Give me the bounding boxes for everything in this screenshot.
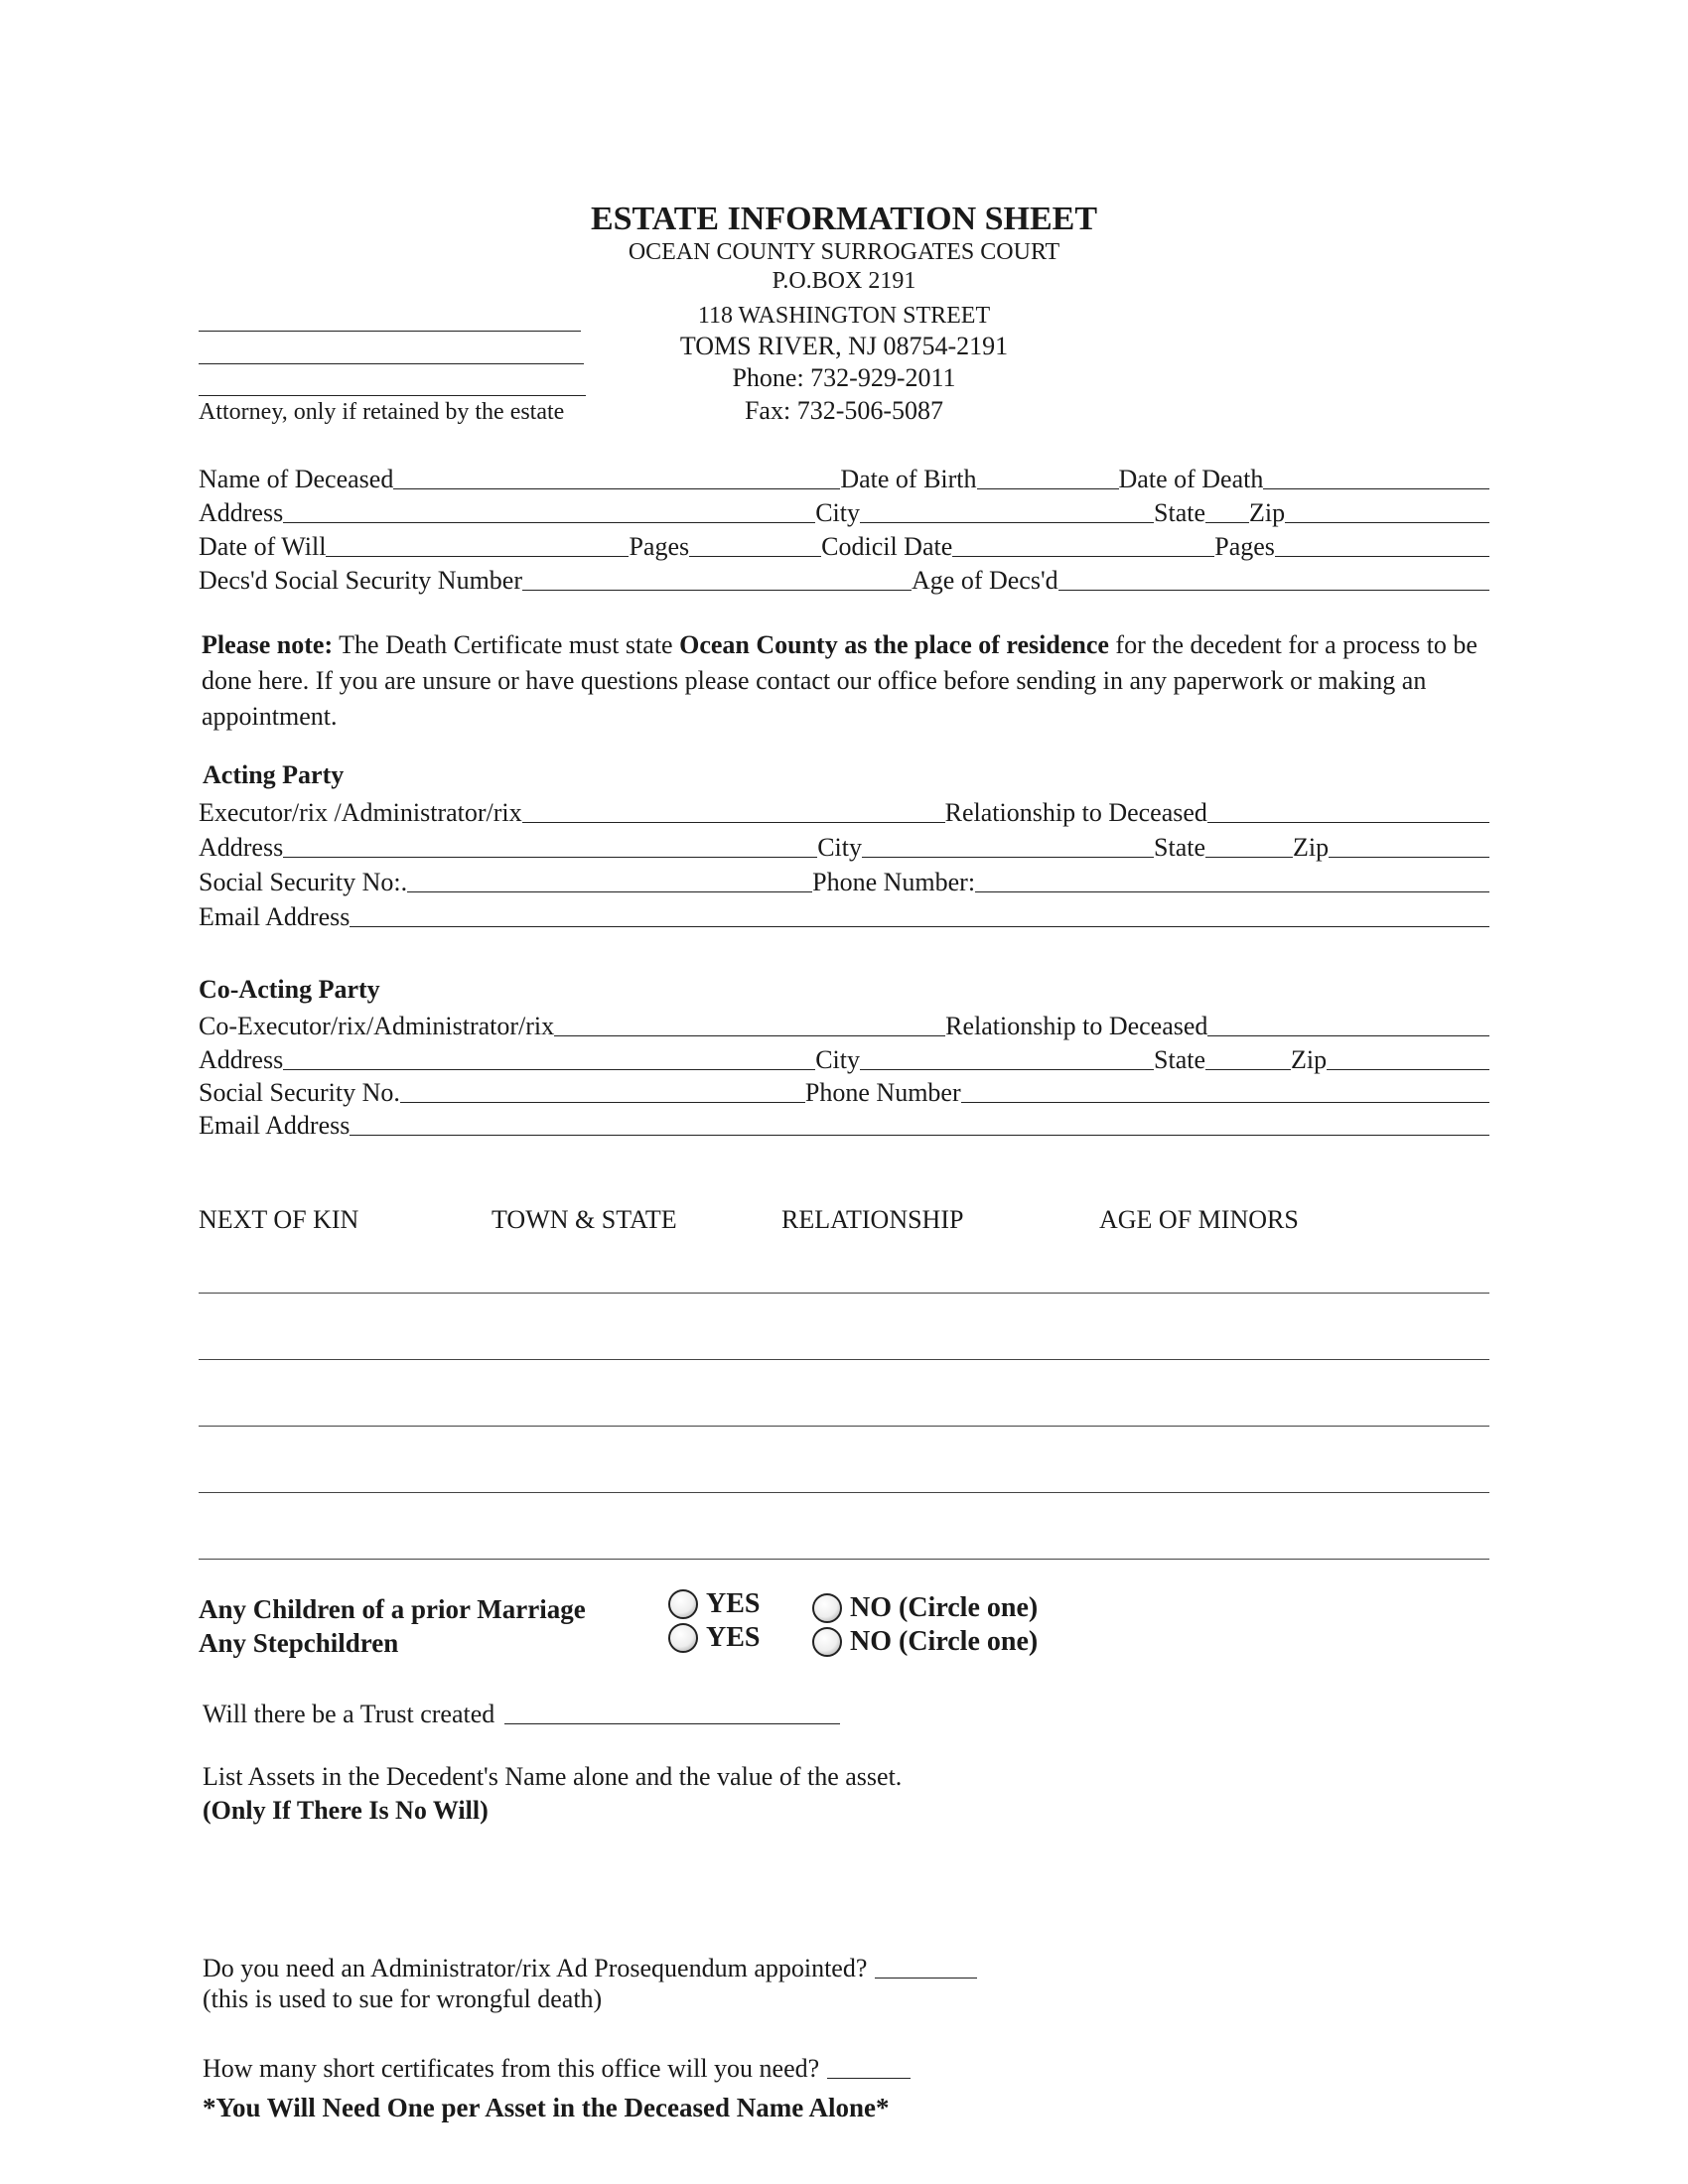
radio-circle-icon[interactable]: [668, 1623, 698, 1653]
kin-entry-line-2[interactable]: [199, 1359, 1489, 1360]
relationship-label: Relationship to Deceased: [944, 798, 1207, 827]
co-ssn-field[interactable]: [400, 1102, 805, 1103]
relationship-field[interactable]: [1207, 822, 1489, 823]
no-label: NO (Circle one): [850, 1626, 1039, 1657]
acting-city-field[interactable]: [862, 857, 1154, 858]
deceased-age-field[interactable]: [1058, 590, 1489, 591]
radio-circle-icon[interactable]: [812, 1593, 842, 1623]
deceased-ssn-field[interactable]: [522, 590, 912, 591]
note-lead: Please note:: [202, 630, 334, 659]
assets-instruction: List Assets in the Decedent's Name alone and the value of the asset.: [203, 1762, 903, 1791]
stepchildren-yes-option[interactable]: [668, 1622, 760, 1654]
deceased-row-1: [199, 463, 1489, 492]
co-city-field[interactable]: [860, 1069, 1154, 1070]
acting-row-1: [199, 796, 1489, 826]
deceased-name-field[interactable]: [393, 488, 840, 489]
city-state-zip: TOMS RIVER, NJ 08754-2191: [679, 332, 1009, 360]
acting-ssn-field[interactable]: [407, 891, 812, 892]
co-phone-field[interactable]: [961, 1102, 1489, 1103]
yes-label: YES: [706, 1588, 761, 1619]
kin-entry-line-1[interactable]: [199, 1293, 1489, 1294]
co-email-label: Email Address: [199, 1111, 351, 1140]
codicil-pages-field[interactable]: [1275, 556, 1489, 557]
po-box: P.O.BOX 2191: [772, 268, 916, 294]
acting-city-label: City: [817, 833, 863, 862]
will-pages-label: Pages: [629, 532, 690, 561]
deceased-city-label: City: [815, 498, 861, 527]
co-acting-row-4: [199, 1109, 1489, 1139]
co-zip-field[interactable]: [1327, 1069, 1489, 1070]
attorney-line-2[interactable]: [199, 363, 584, 364]
deceased-row-3: [199, 530, 1489, 560]
kin-entry-line-5[interactable]: [199, 1559, 1489, 1560]
deceased-name-label: Name of Deceased: [199, 465, 394, 493]
kin-col-age: AGE OF MINORS: [1099, 1205, 1299, 1234]
co-email-field[interactable]: [350, 1135, 1489, 1136]
co-address-label: Address: [199, 1045, 284, 1074]
acting-phone-field[interactable]: [975, 891, 1489, 892]
fax-number: Fax: 732-506-5087: [744, 396, 944, 425]
attorney-line-3[interactable]: [199, 395, 586, 396]
stepchildren-no-option[interactable]: [812, 1626, 1038, 1658]
admin-row: [203, 1952, 1096, 1981]
co-relationship-field[interactable]: [1207, 1035, 1489, 1036]
court-name: OCEAN COUNTY SURROGATES COURT: [628, 239, 1060, 265]
note-text-1: The Death Certificate must state: [333, 630, 680, 659]
no-label: NO (Circle one): [850, 1592, 1039, 1623]
note-bold: Ocean County as the place of residence: [679, 630, 1109, 659]
co-state-field[interactable]: [1205, 1069, 1291, 1070]
yes-label: YES: [706, 1622, 761, 1653]
deceased-zip-field[interactable]: [1285, 522, 1489, 523]
acting-row-4: [199, 900, 1489, 930]
radio-circle-icon[interactable]: [668, 1589, 698, 1619]
kin-entry-line-4[interactable]: [199, 1492, 1489, 1493]
death-date-field[interactable]: [1263, 488, 1489, 489]
stepchildren-label: Any Stepchildren: [199, 1628, 399, 1658]
certificates-answer-field[interactable]: [827, 2078, 911, 2079]
acting-row-2: [199, 831, 1489, 861]
acting-state-field[interactable]: [1205, 857, 1293, 858]
admin-question: Do you need an Administrator/rix Ad Prosequendum appointed?: [203, 1954, 868, 1982]
acting-phone-label: Phone Number:: [812, 868, 976, 896]
executor-label: Executor/rix /Administrator/rix: [199, 798, 522, 827]
admin-note: (this is used to sue for wrongful death): [203, 1984, 603, 2013]
form-title: ESTATE INFORMATION SHEET: [590, 201, 1098, 237]
codicil-date-label: Codicil Date: [821, 532, 953, 561]
co-state-label: State: [1154, 1045, 1206, 1074]
will-pages-field[interactable]: [689, 556, 821, 557]
deceased-address-field[interactable]: [283, 522, 815, 523]
acting-zip-field[interactable]: [1329, 857, 1489, 858]
acting-ssn-label: Social Security No:.: [199, 868, 408, 896]
acting-address-label: Address: [199, 833, 284, 862]
deceased-zip-label: Zip: [1249, 498, 1286, 527]
acting-zip-label: Zip: [1293, 833, 1330, 862]
trust-label: Will there be a Trust created: [203, 1700, 495, 1728]
codicil-date-field[interactable]: [952, 556, 1214, 557]
birth-date-label: Date of Birth: [840, 465, 977, 493]
co-acting-party-heading: Co-Acting Party: [199, 975, 380, 1004]
acting-email-field[interactable]: [350, 926, 1489, 927]
radio-circle-icon[interactable]: [812, 1627, 842, 1657]
children-yes-option[interactable]: [668, 1588, 760, 1620]
kin-entry-line-3[interactable]: [199, 1426, 1489, 1427]
will-date-label: Date of Will: [199, 532, 327, 561]
co-city-label: City: [815, 1045, 861, 1074]
certificates-note: *You Will Need One per Asset in the Deceased Name Alone*: [203, 2093, 890, 2122]
phone-number: Phone: 732-929-2011: [732, 363, 956, 392]
children-no-option[interactable]: [812, 1592, 1038, 1624]
deceased-age-label: Age of Decs'd: [912, 566, 1058, 595]
kin-col-town: TOWN & STATE: [492, 1205, 677, 1234]
co-relationship-label: Relationship to Deceased: [945, 1012, 1208, 1040]
deceased-ssn-label: Decs'd Social Security Number: [199, 566, 522, 595]
kin-col-name: NEXT OF KIN: [199, 1205, 359, 1234]
trust-field[interactable]: [504, 1723, 840, 1724]
co-executor-field[interactable]: [554, 1035, 945, 1036]
deceased-state-field[interactable]: [1205, 522, 1249, 523]
acting-row-3: [199, 866, 1489, 895]
deceased-address-label: Address: [199, 498, 284, 527]
co-zip-label: Zip: [1291, 1045, 1328, 1074]
assets-condition: (Only If There Is No Will): [203, 1796, 489, 1825]
co-acting-row-1: [199, 1010, 1489, 1039]
certificates-row: [203, 2052, 1096, 2082]
attorney-line-1[interactable]: [199, 331, 581, 332]
acting-party-heading: Acting Party: [203, 760, 345, 789]
birth-date-field[interactable]: [977, 488, 1119, 489]
will-date-field[interactable]: [326, 556, 629, 557]
co-address-field[interactable]: [283, 1069, 815, 1070]
co-ssn-label: Social Security No.: [199, 1078, 400, 1107]
executor-field[interactable]: [522, 822, 945, 823]
co-acting-row-2: [199, 1043, 1489, 1073]
trust-row: [203, 1698, 898, 1727]
note-text-2: for the decedent for a process to be done here. If you are unsure or have questions please contact our office before sending in any paperwork or making an appointment.: [202, 630, 1477, 731]
death-date-label: Date of Death: [1118, 465, 1264, 493]
attorney-caption: Attorney, only if retained by the estate: [199, 399, 565, 425]
certificates-question: How many short certificates from this office will you need?: [203, 2054, 820, 2083]
co-acting-row-3: [199, 1076, 1489, 1106]
deceased-row-2: [199, 496, 1489, 526]
kin-col-relationship: RELATIONSHIP: [781, 1205, 964, 1234]
residence-note: [202, 627, 1492, 735]
children-prior-marriage-label: Any Children of a prior Marriage: [199, 1594, 586, 1624]
deceased-row-4: [199, 564, 1489, 594]
acting-state-label: State: [1154, 833, 1206, 862]
co-phone-label: Phone Number: [804, 1078, 961, 1107]
codicil-pages-label: Pages: [1214, 532, 1275, 561]
acting-email-label: Email Address: [199, 902, 351, 931]
acting-address-field[interactable]: [283, 857, 817, 858]
co-executor-label: Co-Executor/rix/Administrator/rix: [199, 1012, 555, 1040]
deceased-city-field[interactable]: [860, 522, 1154, 523]
deceased-state-label: State: [1154, 498, 1206, 527]
admin-answer-field[interactable]: [875, 1978, 977, 1979]
street-address: 118 WASHINGTON STREET: [697, 303, 991, 329]
